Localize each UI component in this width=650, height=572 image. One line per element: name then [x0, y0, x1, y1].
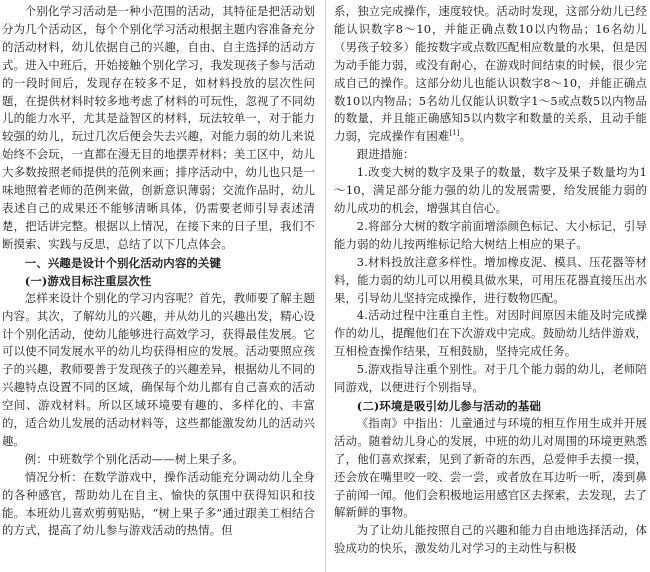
- example-paragraph: 例：中班数学个别化活动——树上果子多。: [24, 451, 245, 466]
- measure-item-1: 1.改变大树的数字及果子的数量，数字及果子数量均为1～10，满足部分能力强的幼儿的发展需要，给发展能力弱的幼儿成功的机会，增强其自信心。: [334, 165, 647, 215]
- analysis-paragraph: 情况分析：在数学游戏中，操作活动能充分调动幼儿全身的各种感官，帮助幼儿在自主、愉快的氛围中获得知识和技能。本班幼儿喜欢剪剪贴贴，“树上果子多”通过跟美工相结合的方式，提高了幼儿参与游戏活动的热情。但: [2, 469, 315, 538]
- measure-item-3: 3.材料投放注意多样性。增加橡皮泥、模具、压花器等材料，能力弱的幼儿可以用模具做水果，可用压花器直接压出水果，引导幼儿坚持完成操作，进行数物匹配。: [334, 254, 647, 305]
- section-heading: 一、兴趣是设计个别化活动内容的关键: [24, 255, 221, 270]
- subsection-heading: (一)游戏目标注重层次性: [24, 273, 152, 288]
- continued-text-end: 。: [459, 129, 472, 144]
- measure-item-5: 5.游戏指导注重个别性。对于几个能力弱的幼儿，老师陪同游戏，以便进行个别指导。: [334, 362, 647, 395]
- body-paragraph-3: 为了让幼儿能按照自己的兴趣和能力自由地选择活动，体验成功的快乐，激发幼儿对学习的主动性与积极: [334, 523, 647, 556]
- body-paragraph-2: 《指南》中指出：儿童通过与环境的相互作用生成并开展活动。随着幼儿身心的发展，中班的幼儿对周围的环境更熟悉了，他们喜欢探索，见到了新奇的东西，总爱伸手去摸一摸，还会放在嘴里咬一咬、尝一尝，或者放在耳边听一听，凑到鼻子前闻一闻。他们会积极地运用感官区去探索，去发现，去了解新鲜的事物。: [334, 415, 647, 520]
- intro-paragraph: 个别化学习活动是一种小范围的活动，其特征是把活动划分为几个活动区，每个个别化学习活动根据主题内容准备充分的活动材料，幼儿依据自己的兴趣，自由、自主选择的活动方式。进入中班后，开始接触个别化学习，我发现孩子参与活动的一段时间后，发现存在较多不足，如材料投放的层次性问题，在提供材料时较多地考虑了材料的可玩性，忽视了不同幼儿的能力水平，尤其是益智区的材料，玩法较单一，对于能力较强的幼儿，玩过几次后便会失去兴趣，对能力弱的幼儿来说始终不会玩，一直都在漫无目的地摆弄材料；美工区中，幼儿大多数按照老师提供的范例来画；排序活动中，幼儿也只是一味地照着老师的范例来做，创新意识薄弱；交流作品时，幼儿表述自己的成果还不能够清晰具体，仍需要老师引导表述清楚，把话讲完整。根据以上情况，在接下来的日子里，我们不断摸索、实践与反思，总结了以下几点体会。: [2, 4, 315, 251]
- subsection-heading-2: (二)环境是吸引幼儿参与活动的基础: [356, 398, 541, 413]
- measure-item-2: 2.将部分大树的数字前面增添颜色标记、大小标记，引导能力弱的幼儿按两维标记给大树结上相应的果子。: [334, 218, 647, 251]
- left-column: [2, 3, 315, 540]
- continued-text: 系，独立完成操作，速度较快。活动时发现，这部分幼儿已经能认识数字8～10，并能正确点数10以内物品；16名幼儿（男孩子较多）能按数字或点数匹配相应数量的水果，但是因为动手能力弱，或没有耐心，在游戏时间结束的时候，很少完成自己的操作。这部分幼儿也能认识数字8～10，并能正确点数10以内物品；5名幼儿仅能认识数字1～5或点数5以内物品的数量，并且能正确感知5以内数字和数量的关系，且动手能力弱，完成操作有困难: [334, 4, 647, 144]
- citation-marker: [1]: [449, 129, 460, 138]
- measures-label: 跟进措施：: [356, 147, 415, 162]
- column-divider: [325, 0, 326, 572]
- measure-item-4: 4.活动过程中注重自主性。对因时间原因未能及时完成操作的幼儿，提醒他们在下次游戏中完成。鼓励幼儿结伴游戏，互相检查操作结果，互相鼓励，坚持完成任务。: [334, 308, 647, 359]
- body-paragraph: 怎样来设计个别化的学习内容呢？首先，教师要了解主题内容。其次，了解幼儿的兴趣，并从幼儿的兴趣出发，精心设计个别化活动，使幼儿能够进行高效学习，获得最佳发展。它可以使不同发展水平的幼儿均获得相应的发展。活动要照应孩子的兴趣，教师要善于发现孩子的兴趣差异，根据幼儿不同的兴趣特点设置不同的区域，确保每个幼儿都有自己喜欢的活动空间、游戏材料。所以区域环境要有趣的、多样化的、丰富的，适合幼儿发展的活动材料等，这些都能激发幼儿的活动兴趣。: [2, 290, 315, 448]
- right-column: [334, 3, 647, 558]
- continued-paragraph: [334, 3, 647, 146]
